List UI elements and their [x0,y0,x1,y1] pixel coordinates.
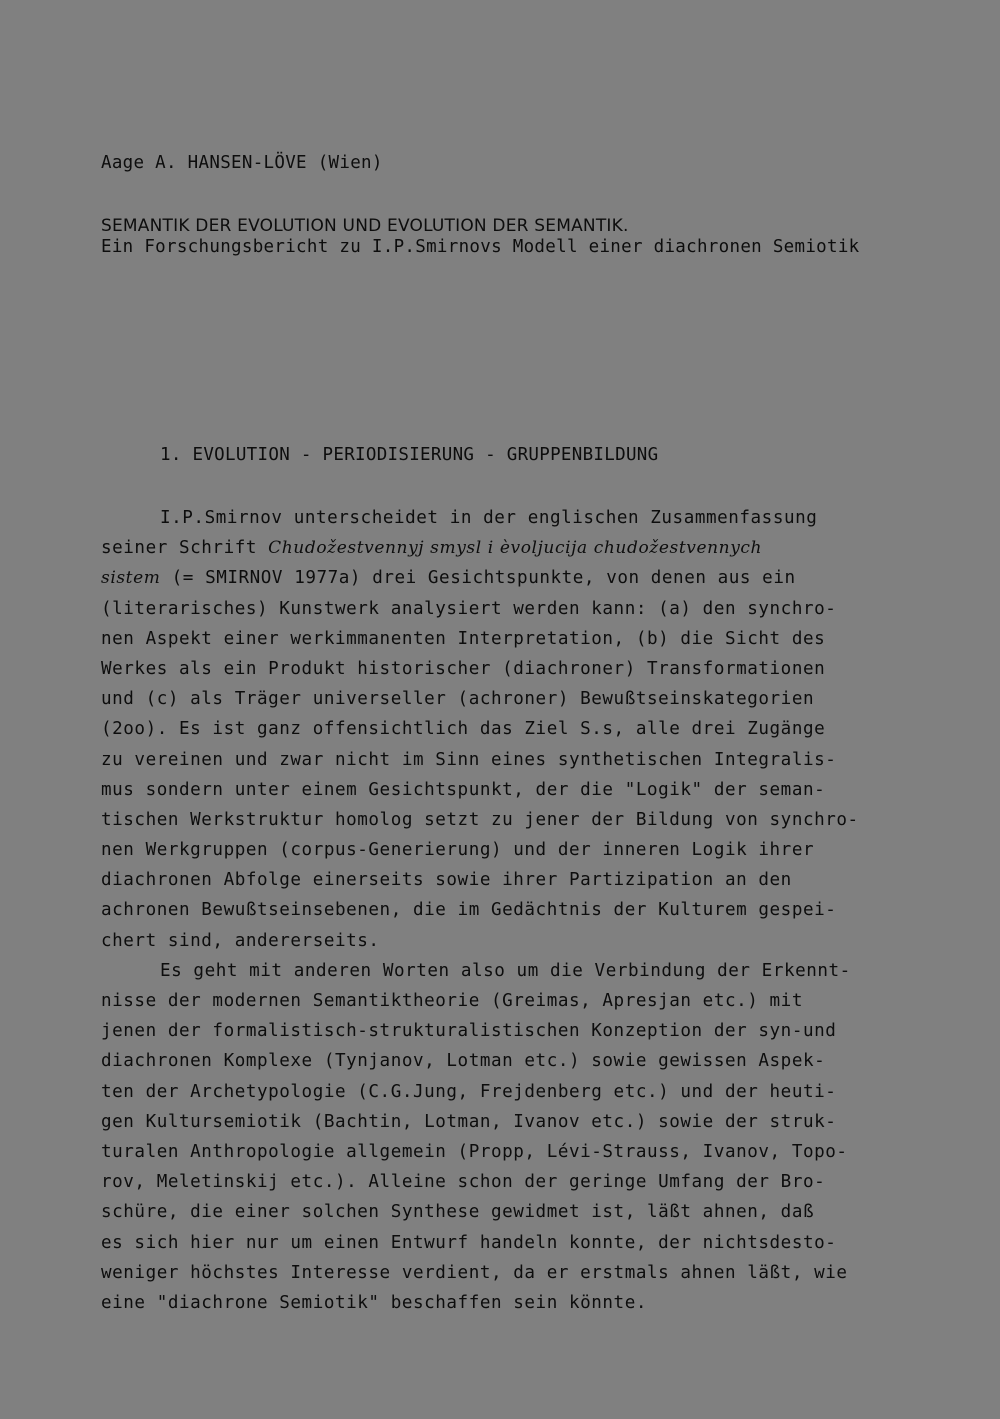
paragraph-line: es sich hier nur um einen Entwurf handeln konnte, der nichtsdesto- [101,1232,837,1253]
book-title-italic: sistem [101,568,161,589]
paragraph-line: zu vereinen und zwar nicht im Sinn eines synthetischen Integralis- [101,749,837,770]
text-run: seiner Schrift [101,538,269,559]
body-text [101,506,931,1321]
paragraph-line: jenen der formalistisch-strukturalistischen Konzeption der syn-und [101,1021,837,1042]
paragraph-line: rov, Meletinskij etc.). Alleine schon der geringe Umfang der Bro- [101,1172,826,1193]
paper-title: SEMANTIK DER EVOLUTION UND EVOLUTION DER SEMANTIK. [101,216,629,236]
paragraph-line: turalen Anthropologie allgemein (Propp, Lévi-Strauss, Ivanov, Topo- [101,1141,848,1162]
paragraph-line: weniger höchstes Interesse verdient, da er erstmals ahnen läßt, wie [101,1262,848,1283]
paragraph-line: Es geht mit anderen Worten also um die Verbindung der Erkennt- [160,960,851,981]
paragraph-line: mus sondern unter einem Gesichtspunkt, der die "Logik" der seman- [101,779,826,800]
paragraph-line: und (c) als Träger universeller (achroner) Bewußtseinskategorien [101,689,815,710]
section-heading: 1. EVOLUTION - PERIODISIERUNG - GRUPPENBILDUNG [160,445,659,465]
paragraph-line: tischen Werkstruktur homolog setzt zu jener der Bildung von synchro- [101,809,859,830]
paragraph-line: eine "diachrone Semiotik" beschaffen sein könnte. [101,1292,647,1313]
author-line: Aage A. HANSEN-LÖVE (Wien) [101,153,383,173]
paragraph-line: chert sind, andererseits. [101,930,380,951]
paragraph-line: (literarisches) Kunstwerk analysiert werden kann: (a) den synchro- [101,598,837,619]
paragraph-line: diachronen Komplexe (Tynjanov, Lotman etc.) sowie gewissen Aspek- [101,1051,826,1072]
paragraph-line: Werkes als ein Produkt historischer (diachroner) Transformationen [101,658,826,679]
title-block [101,216,961,258]
paragraph-line: diachronen Abfolge einerseits sowie ihrer Partizipation an den [101,870,792,891]
text-run: (= SMIRNOV 1977a) drei Gesichtspunkte, von denen aus ein [160,568,796,589]
paragraph-line: nen Werkgruppen (corpus-Generierung) und der inneren Logik ihrer [101,840,815,861]
paragraph-line: (2oo). Es ist ganz offensichtlich das Ziel S.s, alle drei Zugänge [101,719,826,740]
paragraph-line: achronen Bewußtseinsebenen, die im Gedächtnis der Kulturem gespei- [101,900,837,921]
paper-subtitle: Ein Forschungsbericht zu I.P.Smirnovs Modell einer diachronen Semiotik [101,237,860,257]
paragraph-line: gen Kultursemiotik (Bachtin, Lotman, Ivanov etc.) sowie der struk- [101,1111,837,1132]
paragraph-line: nisse der modernen Semantiktheorie (Greimas, Apresjan etc.) mit [101,991,803,1011]
paragraph-line: I.P.Smirnov unterscheidet in der englischen Zusammenfassung [160,508,818,528]
paragraph-line: ten der Archetypologie (C.G.Jung, Frejdenberg etc.) und der heuti- [101,1081,837,1102]
paragraph-line: schüre, die einer solchen Synthese gewidmet ist, läßt ahnen, daß [101,1202,815,1223]
paragraph-line [101,566,931,596]
paragraph-line: nen Aspekt einer werkimmanenten Interpretation, (b) die Sicht des [101,628,826,649]
book-title-italic: Chudožestvennyj smysl i èvoljucija chudožestvennych [268,538,763,559]
paragraph-line [101,536,931,566]
